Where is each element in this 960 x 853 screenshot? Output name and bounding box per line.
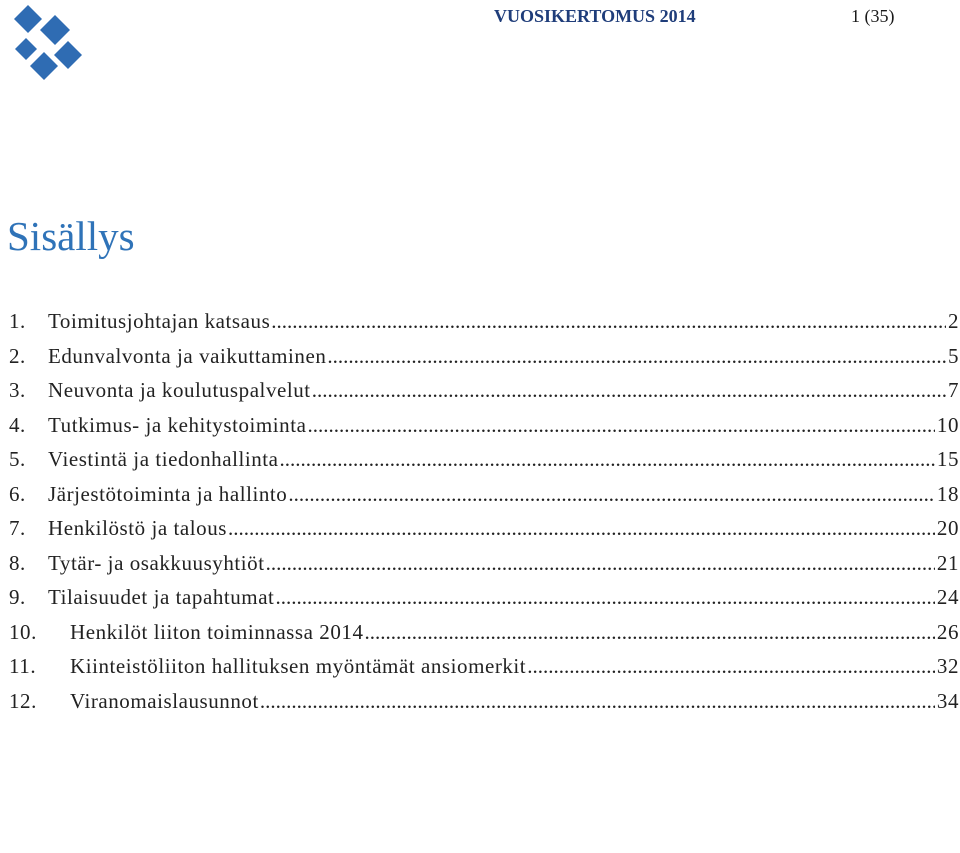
toc-dot-leader <box>527 654 935 679</box>
toc-entry-page[interactable]: 7 <box>947 378 959 403</box>
toc-entry[interactable] <box>9 309 959 344</box>
toc-entry-title[interactable]: Viestintä ja tiedonhallinta <box>48 447 279 472</box>
toc-heading: Sisällys <box>7 213 135 259</box>
toc-entry[interactable] <box>9 482 959 517</box>
logo-tile-left <box>15 38 37 60</box>
toc-entry-title[interactable]: Järjestötoiminta ja hallinto <box>48 481 288 506</box>
toc-entry-title[interactable]: Tilaisuudet ja tapahtumat <box>48 585 275 610</box>
toc-dot-leader <box>228 516 935 541</box>
toc-entry-title[interactable]: Kiinteistöliiton hallituksen myöntämät ansiomerkit <box>70 654 527 679</box>
toc-entry-number: 4. <box>9 412 26 437</box>
toc-entry-number: 5. <box>9 447 26 472</box>
toc-dot-leader <box>280 447 935 472</box>
toc-entry[interactable] <box>9 516 959 551</box>
toc-dot-leader <box>275 585 934 610</box>
toc-dot-leader <box>365 620 935 645</box>
toc-entry-page[interactable]: 26 <box>936 619 959 644</box>
toc-entry-title[interactable]: Viranomaislausunnot <box>70 689 259 714</box>
logo-tile-right <box>54 41 82 69</box>
toc-entry-page[interactable]: 2 <box>947 309 959 333</box>
toc-entry[interactable] <box>9 344 959 379</box>
toc-entry-title[interactable]: Edunvalvonta ja vaikuttaminen <box>48 343 327 368</box>
page-header <box>0 6 960 28</box>
toc-dot-leader <box>307 413 934 438</box>
toc-entry-number: 8. <box>9 550 26 575</box>
toc-dot-leader <box>260 689 935 714</box>
toc-entry-number: 3. <box>9 378 26 403</box>
toc-entry[interactable] <box>9 551 959 586</box>
logo-tile-bottom <box>30 52 58 80</box>
page-number: 1 (35) <box>851 6 895 26</box>
toc-entry-number: 9. <box>9 585 26 610</box>
toc-entry-page[interactable]: 24 <box>936 585 959 610</box>
toc-entry[interactable] <box>9 620 959 655</box>
toc-entry-page[interactable]: 20 <box>936 516 959 541</box>
toc-entry-title[interactable]: Neuvonta ja koulutuspalvelut <box>48 378 311 403</box>
toc-entry[interactable] <box>9 378 959 413</box>
toc-dot-leader <box>288 482 935 507</box>
toc-entry-number: 2. <box>9 343 26 368</box>
toc-entry-page[interactable]: 5 <box>947 343 959 368</box>
toc-dot-leader <box>266 551 935 576</box>
toc-entry-title[interactable]: Tytär- ja osakkuusyhtiöt <box>48 550 265 575</box>
toc-entry-page[interactable]: 34 <box>936 689 959 714</box>
toc-entry[interactable] <box>9 689 959 724</box>
toc-entry-page[interactable]: 15 <box>936 447 959 472</box>
toc-entry-title[interactable]: Toimitusjohtajan katsaus <box>48 309 271 333</box>
toc-entry[interactable] <box>9 585 959 620</box>
toc-entry[interactable] <box>9 654 959 689</box>
toc-dot-leader <box>271 309 946 334</box>
report-title: VUOSIKERTOMUS 2014 <box>494 6 696 26</box>
toc-entry-page[interactable]: 21 <box>936 550 959 575</box>
toc-entry-page[interactable]: 10 <box>936 412 959 437</box>
toc-dot-leader <box>327 344 946 369</box>
table-of-contents <box>9 309 959 724</box>
toc-entry[interactable] <box>9 413 959 448</box>
toc-entry-title[interactable]: Tutkimus- ja kehitystoiminta <box>48 412 307 437</box>
toc-entry-number: 7. <box>9 516 26 541</box>
toc-entry-title[interactable]: Henkilöt liiton toiminnassa 2014 <box>70 619 364 644</box>
toc-entry-page[interactable]: 32 <box>936 654 959 679</box>
toc-entry-number: 12. <box>9 689 37 714</box>
toc-entry-title[interactable]: Henkilöstö ja talous <box>48 516 227 541</box>
toc-entry-number: 10. <box>9 619 37 644</box>
toc-entry-page[interactable]: 18 <box>936 481 959 506</box>
toc-dot-leader <box>312 378 946 403</box>
toc-entry-number: 6. <box>9 481 26 506</box>
toc-entry-number: 11. <box>9 654 37 679</box>
toc-entry-number: 1. <box>9 309 26 333</box>
toc-entry[interactable] <box>9 447 959 482</box>
